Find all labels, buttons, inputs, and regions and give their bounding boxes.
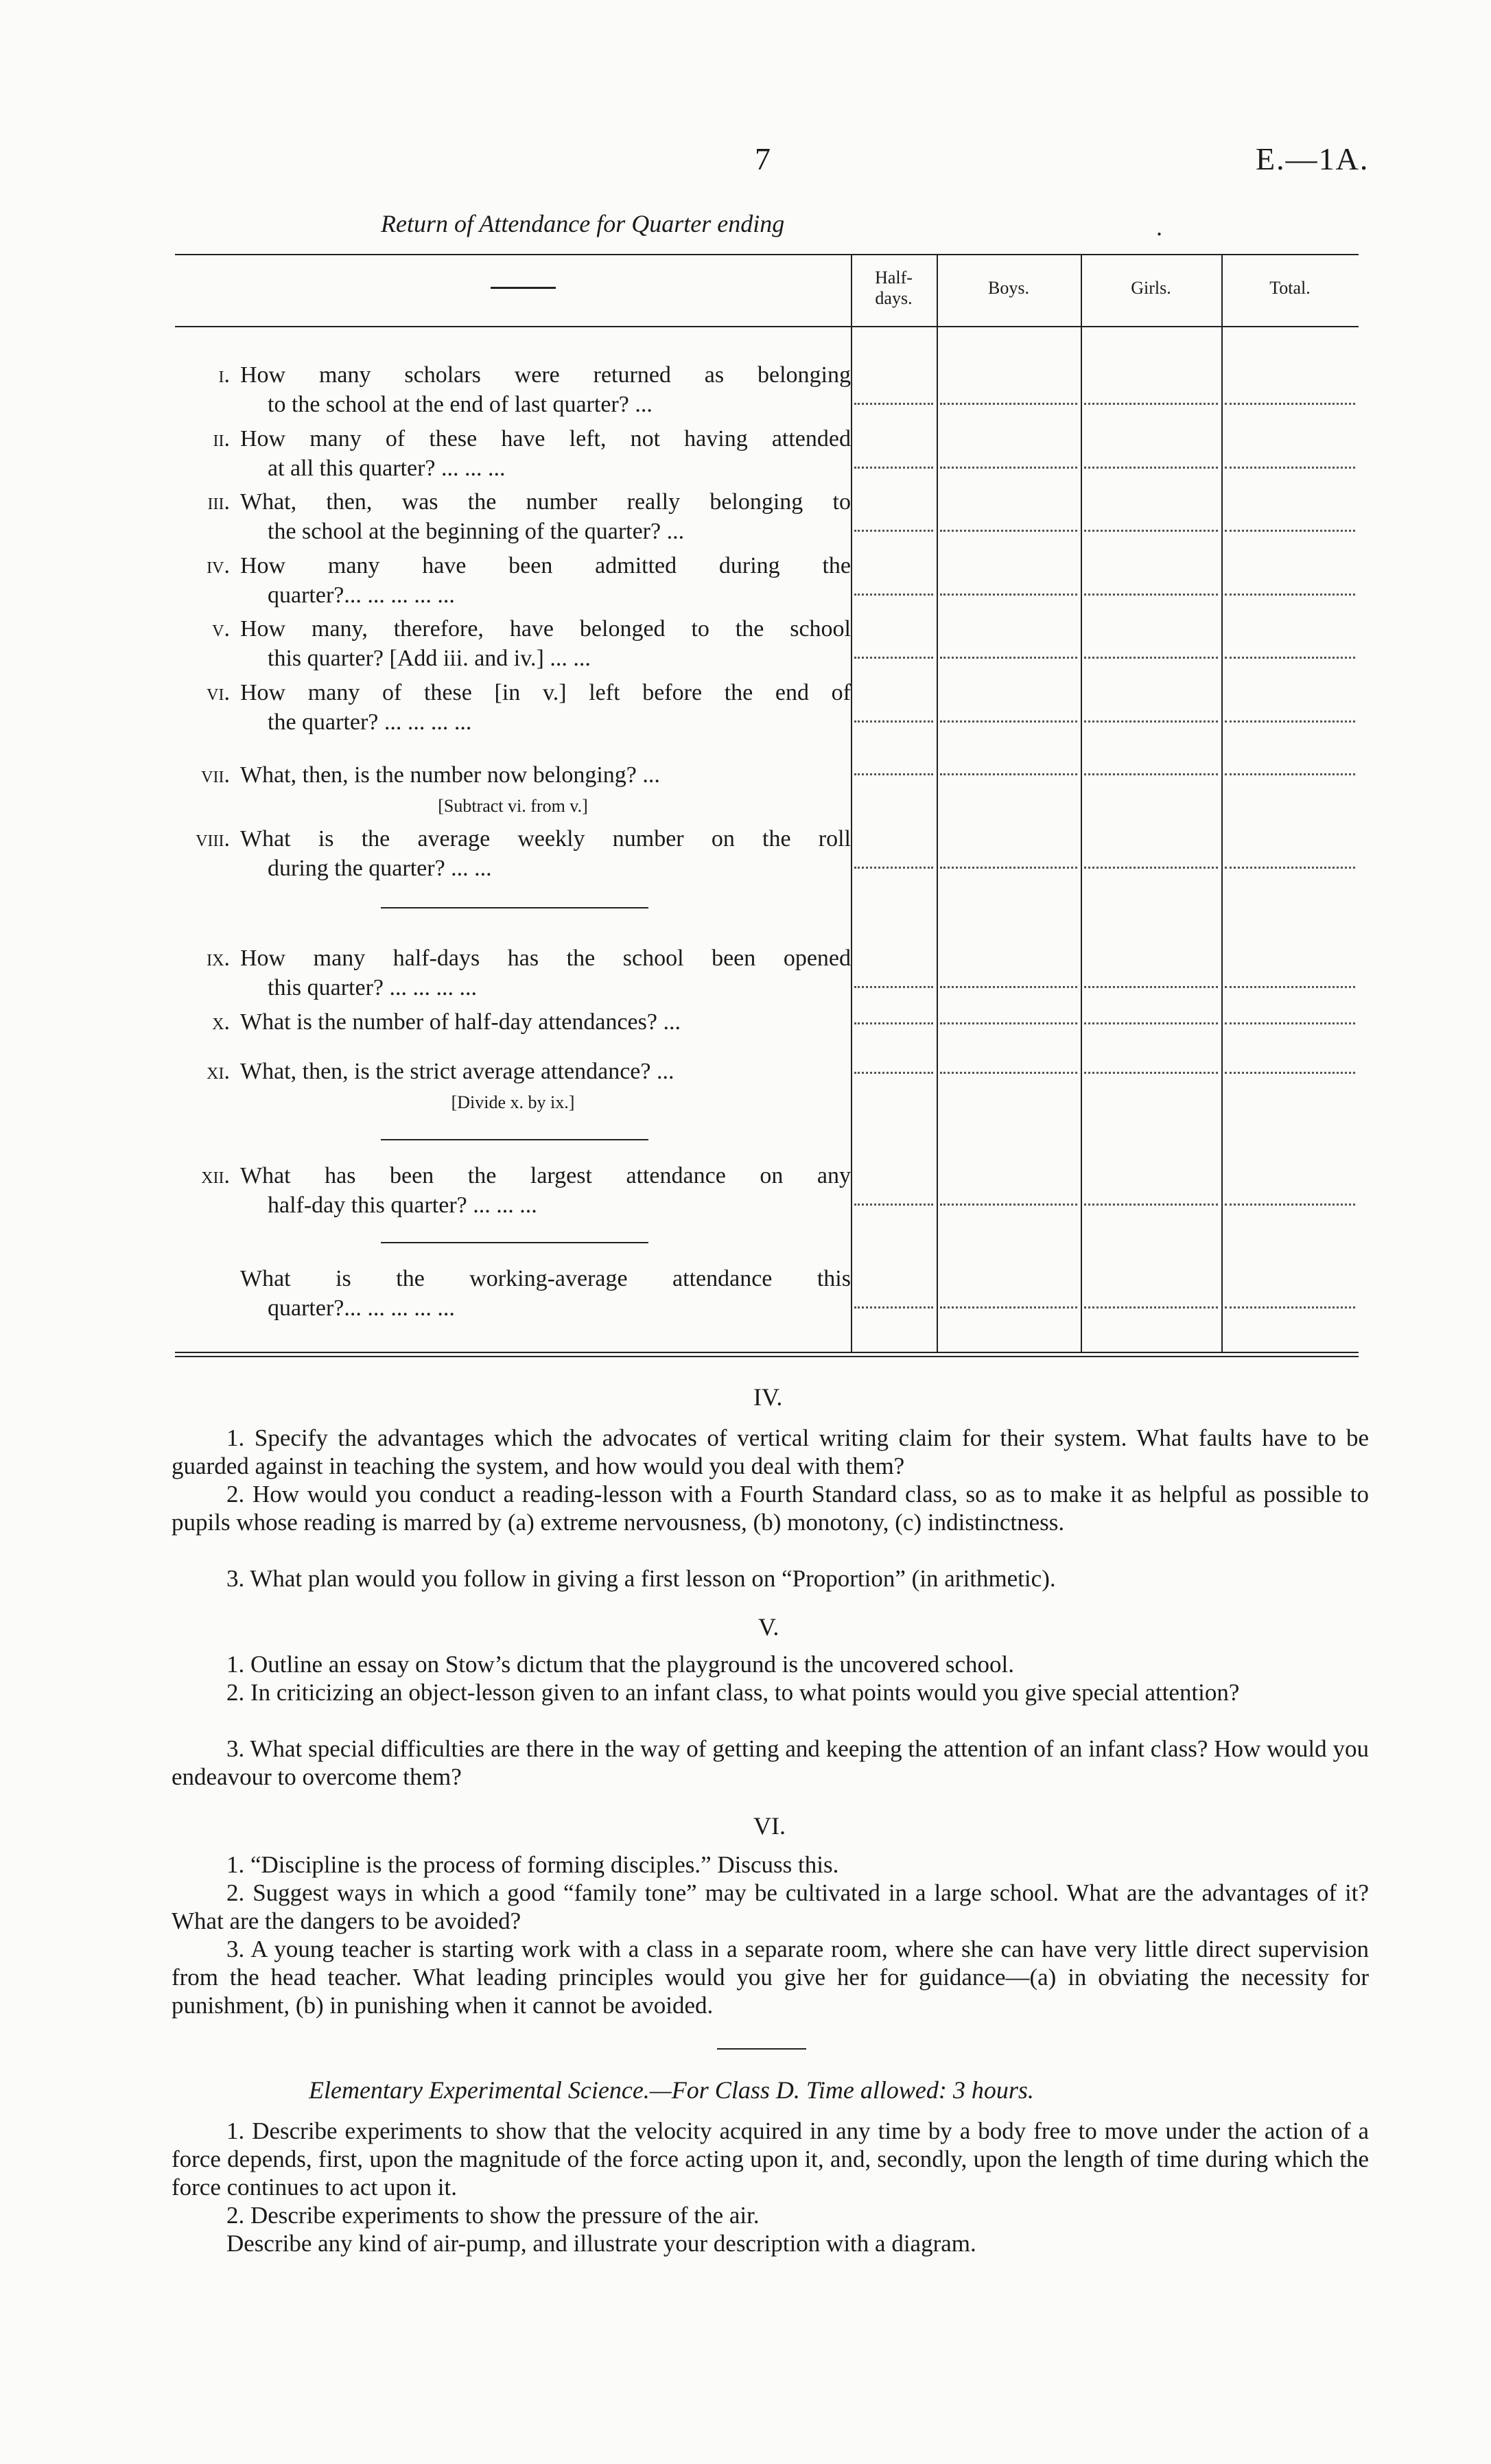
answer-dots xyxy=(1225,528,1355,532)
section-iv-heading: IV. xyxy=(753,1383,783,1411)
table-separator xyxy=(381,907,648,908)
return-title-dot: . xyxy=(1156,213,1162,241)
answer-dots xyxy=(1225,865,1355,869)
section-iv-question-1: 1. Specify the advantages which the advocates of vertical writing claim for their system. What faults have to be guarded against in teaching the system, and how would you deal with them? xyxy=(172,1424,1369,1479)
answer-dots xyxy=(1225,985,1355,988)
answer-dots xyxy=(940,465,1077,469)
answer-dots xyxy=(940,655,1077,659)
answer-dots xyxy=(854,592,933,596)
answer-dots xyxy=(940,865,1077,869)
section-vi-heading: VI. xyxy=(753,1812,786,1840)
section-v-question-3: 3. What special difficulties are there in the way of getting and keeping the attention of an infant class? How would you endeavour to overcome them? xyxy=(172,1735,1369,1790)
answer-dots xyxy=(940,985,1077,988)
answer-dots xyxy=(1084,719,1218,723)
answer-dots xyxy=(1084,1202,1218,1206)
answer-dots xyxy=(854,1070,933,1074)
answer-dots xyxy=(1084,865,1218,869)
answer-dots xyxy=(1225,1070,1355,1074)
science-question-2b: Describe any kind of air-pump, and illustrate your description with a diagram. xyxy=(226,2230,976,2257)
answer-dots xyxy=(1225,1305,1355,1309)
table-separator xyxy=(381,1242,648,1243)
science-title: Elementary Experimental Science.—For Class D. Time allowed: 3 hours. xyxy=(309,2076,1034,2104)
answer-dots xyxy=(940,528,1077,532)
answer-dots xyxy=(854,719,933,723)
page-number: 7 xyxy=(755,141,771,176)
section-vi-question-2: 2. Suggest ways in which a good “family tone” may be cultivated in a large school. What are the advantages of it? What are the dangers to be avoided? xyxy=(172,1879,1369,1934)
table-separator xyxy=(381,1139,648,1140)
col-header-total: Total. xyxy=(1269,278,1311,298)
answer-dots xyxy=(940,401,1077,405)
section-divider xyxy=(717,2048,806,2050)
answer-dots xyxy=(854,1305,933,1309)
answer-dots xyxy=(1084,592,1218,596)
corner-dash xyxy=(491,287,556,289)
answer-dots xyxy=(854,1202,933,1206)
answer-dots xyxy=(1084,655,1218,659)
section-vi-question-1: 1. “Discipline is the process of forming disciples.” Discuss this. xyxy=(226,1851,839,1878)
document-reference: E.—1A. xyxy=(1256,141,1370,176)
col-header-girls: Girls. xyxy=(1131,278,1171,298)
answer-dots xyxy=(940,1202,1077,1206)
answer-dots xyxy=(1225,655,1355,659)
section-v-heading: V. xyxy=(758,1613,779,1641)
answer-dots xyxy=(854,528,933,532)
answer-dots xyxy=(1225,401,1355,405)
answer-dots xyxy=(1084,1021,1218,1024)
answer-dots xyxy=(940,1021,1077,1024)
answer-dots xyxy=(1225,592,1355,596)
answer-dots xyxy=(854,465,933,469)
answer-dots xyxy=(940,719,1077,723)
answer-dots xyxy=(1225,719,1355,723)
section-v-question-1: 1. Outline an essay on Stow’s dictum that the playground is the uncovered school. xyxy=(226,1651,1014,1678)
answer-dots xyxy=(1225,465,1355,469)
section-iv-question-3: 3. What plan would you follow in giving a first lesson on “Proportion” (in arithmetic). xyxy=(226,1565,1056,1592)
col-header-half-days: Half-days. xyxy=(875,268,913,308)
answer-dots xyxy=(854,985,933,988)
section-iv-question-2: 2. How would you conduct a reading-lesson with a Fourth Standard class, so as to make it as helpful as possible to pupils whose reading is marred by (a) extreme nervousness, (b) monotony, (c) indistinctness. xyxy=(172,1481,1369,1536)
corner-label xyxy=(175,254,176,255)
answer-dots xyxy=(1225,1202,1355,1206)
answer-dots xyxy=(1084,985,1218,988)
answer-dots xyxy=(1084,1070,1218,1074)
answer-dots xyxy=(1225,1021,1355,1024)
answer-dots xyxy=(854,1021,933,1024)
answer-dots xyxy=(1084,465,1218,469)
return-title: Return of Attendance for Quarter ending xyxy=(381,210,785,237)
answer-dots xyxy=(940,1070,1077,1074)
section-vi-question-3: 3. A young teacher is starting work with a class in a separate room, where she can have very little direct supervision from the head teacher. What leading principles would you give her for guidance—(a) in obviating the necessity for punishment, (b) in punishing when it cannot be avoided. xyxy=(172,1936,1369,2019)
answer-dots xyxy=(940,592,1077,596)
answer-dots xyxy=(1084,772,1218,775)
answer-dots xyxy=(854,772,933,775)
answer-dots xyxy=(1084,401,1218,405)
col-header-boys: Boys. xyxy=(988,278,1029,298)
answer-dots xyxy=(854,865,933,869)
answer-dots xyxy=(940,772,1077,775)
answer-dots xyxy=(1084,1305,1218,1309)
answer-dots xyxy=(1084,528,1218,532)
answer-dots xyxy=(940,1305,1077,1309)
attendance-table: Half-days. Boys. Girls. Total. i. How many scholars were returned as belonging to the school at the end of last quarter? ... ii. How many of these have left, not having attended at all this quarter? ... ... ... iii. What, then, was the number really belonging to the school at the beginning of the quarter? ... iv. How many have been admitted during the quarter?... ... ... ... ... v. How many, therefore, have belonged to the school this quarter? [Add iii. and iv.] ... ... vi. How many of these [in v.] left before the end of the quarter? ... ... ... ... vii. What, then, is the number now belonging? ... [Subtract vi. from v.] viii. What is the average weekly number on the roll during the quarter? ... ... ix. How many half-days has the school been opened this quarter? ... ... ... ... x. What is the number of half-day attendances? ... xi. What, then, is the strict average attendance? ... [Divide x. by ix.] xii. What has been the largest attendance on any half-day this quarter? ... ... ... What is the working-average attendance this quarter?... ... ... ... ... xyxy=(175,254,1359,1355)
answer-dots xyxy=(854,401,933,405)
science-question-1: 1. Describe experiments to show that the velocity acquired in any time by a body free to move under the action of a force depends, first, upon the magnitude of the force acting upon it, and, secondly, upon the length of time during which the force continues to act upon it. xyxy=(172,2117,1369,2201)
answer-dots xyxy=(1225,772,1355,775)
answer-dots xyxy=(854,655,933,659)
science-question-2: 2. Describe experiments to show the pressure of the air. xyxy=(226,2202,760,2229)
section-v-question-2: 2. In criticizing an object-lesson given to an infant class, to what points would you give special attention? xyxy=(226,1679,1240,1706)
